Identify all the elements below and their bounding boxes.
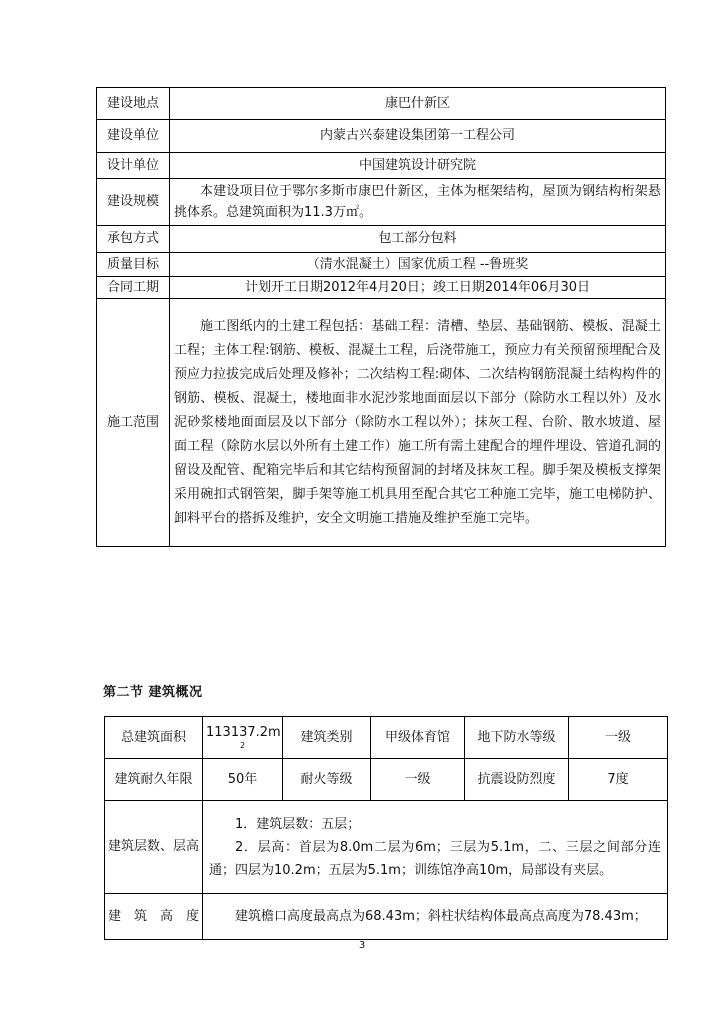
label-seismic: 抗震设防烈度 xyxy=(465,759,569,801)
value-height: 建筑檐口高度最高点为68.43m；斜柱状结构体最高点高度为78.43m； xyxy=(203,894,668,940)
label-waterproof-grade: 地下防水等级 xyxy=(465,717,569,759)
value-designer: 中国建筑设计研究院 xyxy=(170,153,666,179)
building-overview-table xyxy=(104,716,668,940)
label-scale: 建设规模 xyxy=(97,179,170,226)
project-info-table xyxy=(96,87,666,547)
value-total-area xyxy=(203,717,283,759)
label-contract-type: 承包方式 xyxy=(97,226,170,253)
label-fire-rating: 耐火等级 xyxy=(283,759,371,801)
value-seismic: 7度 xyxy=(569,759,668,801)
label-building-class: 建筑类别 xyxy=(283,717,371,759)
value-contract-period: 计划开工日期2012年4月20日；竣工日期2014年06月30日 xyxy=(170,277,666,299)
label-height: 建筑高度 xyxy=(105,894,203,940)
value-construction-scope: 施工图纸内的土建工程包括：基础工程：清槽、垫层、基础钢筋、模板、混凝土工程；主体工程:钢筋、模板、混凝土工程，后浇带施工，预应力有关预留预埋配合及预应力拉拔完成后处理及修补；二次结构工程:砌体、二次结构钢筋混凝土结构构件的钢筋、模板、混凝土，楼地面非水泥沙浆地面面层以下部分（除防水工程以外）及水泥砂浆楼地面面层及以下部分（除防水工程以外）；抹灰工程、台阶、散水坡道、屋面工程（除防水层以外所有土建工作）施工所有需土建配合的埋件埋设、管道孔洞的留设及配管、配箱完毕后和其它结构预留洞的封堵及抹灰工程。脚手架及模板支撑架采用碗扣式钢管架，脚手架等施工机具用至配合其它工种施工完毕，施工电梯防护、卸料平台的搭拆及维护，安全文明施工措施及维护至施工完毕。 xyxy=(170,299,666,547)
label-total-area: 总建筑面积 xyxy=(105,717,203,759)
label-contract-period: 合同工期 xyxy=(97,277,170,299)
label-durability: 建筑耐久年限 xyxy=(105,759,203,801)
area-superscript: 2 xyxy=(239,740,246,750)
label-floors: 建筑层数、层高 xyxy=(105,801,203,894)
label-quality-goal: 质量目标 xyxy=(97,253,170,277)
value-waterproof-grade: 一级 xyxy=(569,717,668,759)
value-scale: 本建设项目位于鄂尔多斯市康巴什新区，主体为框架结构，屋顶为钢结构桁架悬挑体系。总建筑面积为11.3万㎡。 xyxy=(170,179,666,226)
page-number: 3 xyxy=(358,940,366,951)
label-location: 建设地点 xyxy=(97,88,170,120)
floors-line-2: 2．层高：首层为8.0m二层为6m；三层为5.1m，二、三层之间部分连通；四层为10.2m；五层为5.1m；训练馆净高10m，局部设有夹层。 xyxy=(209,839,661,878)
value-quality-goal: （清水混凝土）国家优质工程 --鲁班奖 xyxy=(170,253,666,277)
area-number: 113137.2m xyxy=(206,724,281,740)
label-builder: 建设单位 xyxy=(97,120,170,153)
value-floors xyxy=(203,801,668,894)
section-title: 第二节 建筑概况 xyxy=(103,685,203,700)
value-building-class: 甲级体育馆 xyxy=(371,717,465,759)
value-durability: 50年 xyxy=(203,759,283,801)
label-construction-scope: 施工范围 xyxy=(97,299,170,547)
floors-line-1: 1．建筑层数：五层； xyxy=(235,816,361,832)
value-fire-rating: 一级 xyxy=(371,759,465,801)
value-builder: 内蒙古兴泰建设集团第一工程公司 xyxy=(170,120,666,153)
value-contract-type: 包工部分包料 xyxy=(170,226,666,253)
value-location: 康巴什新区 xyxy=(170,88,666,120)
label-designer: 设计单位 xyxy=(97,153,170,179)
